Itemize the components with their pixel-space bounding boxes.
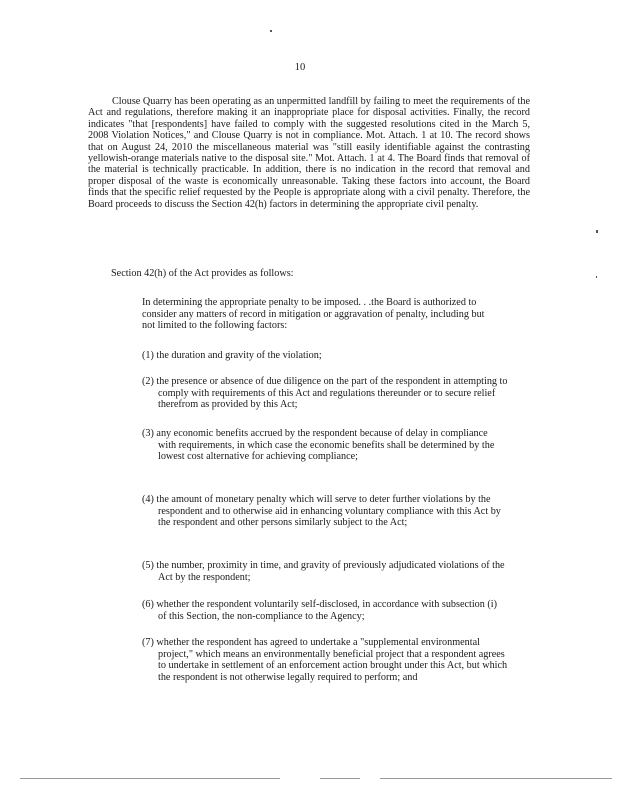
scan-speck xyxy=(596,230,598,233)
scan-speck xyxy=(596,276,597,278)
scan-edge-line xyxy=(380,778,612,779)
quote-intro: In determining the appropriate penalty to be imposed. . .the Board is authorized to consider any matters of record in mitigation or aggravation of penalty, including but not limited to the following factors: xyxy=(142,297,485,332)
factor-item: (1) the duration and gravity of the violation; xyxy=(142,350,322,361)
scan-speck xyxy=(270,30,272,32)
scan-edge-line xyxy=(20,778,280,779)
factor-item: (2) the presence or absence of due diligence on the part of the respondent in attempting to comply with requirements of this Act and regulations thereunder or to secure relief therefrom as provided by this Act; xyxy=(142,376,508,411)
factor-item: (4) the amount of monetary penalty which will serve to deter further violations by the respondent and to otherwise aid in enhancing voluntary compliance with this Act by the respondent and other persons similarly subject to the Act; xyxy=(142,494,501,529)
body-paragraph: Clouse Quarry has been operating as an unpermitted landfill by failing to meet the requirements of the Act and regulations, therefore making it an inappropriate place for disposal activities. Finally, the record indicates "that [respondents] have failed to comply with the suggested resolutions cited in the March 5, 2008 Violation Notices," and Clouse Quarry is not in compliance. Mot. Attach. 1 at 10. The record shows that on August 24, 2010 the miscellaneous material was "still easily identifiable against the contrasting yellowish-orange materials native to the disposal site." Mot. Attach. 1 at 4. The Board finds that removal of the material is technically practicable. In addition, there is no indication in the record that removal and proper disposal of the waste is economically unreasonable. Taking these factors into account, the Board finds that the specific relief requested by the People is appropriate along with a civil penalty. Therefore, the Board proceeds to discuss the Section 42(h) factors in determining the appropriate civil penalty. xyxy=(88,96,530,210)
factor-item: (5) the number, proximity in time, and gravity of previously adjudicated violations of the Act by the respondent; xyxy=(142,560,505,583)
page-number: 10 xyxy=(294,62,306,73)
factor-item: (3) any economic benefits accrued by the respondent because of delay in compliance with requirements, in which case the economic benefits shall be determined by the lowest cost alternative for achieving compliance; xyxy=(142,428,495,463)
scan-edge-line xyxy=(320,778,360,779)
factor-item: (6) whether the respondent voluntarily self-disclosed, in accordance with subsection (i) of this Section, the non-compliance to the Agency; xyxy=(142,599,498,622)
factor-item: (7) whether the respondent has agreed to undertake a "supplemental environmental project," which means an environmentally beneficial project that a respondent agrees to undertake in settlement of an enforcement action brought under this Act, but which the respondent is not otherwise legally required to perform; and xyxy=(142,637,508,683)
section-intro: Section 42(h) of the Act provides as follows: xyxy=(111,268,294,279)
